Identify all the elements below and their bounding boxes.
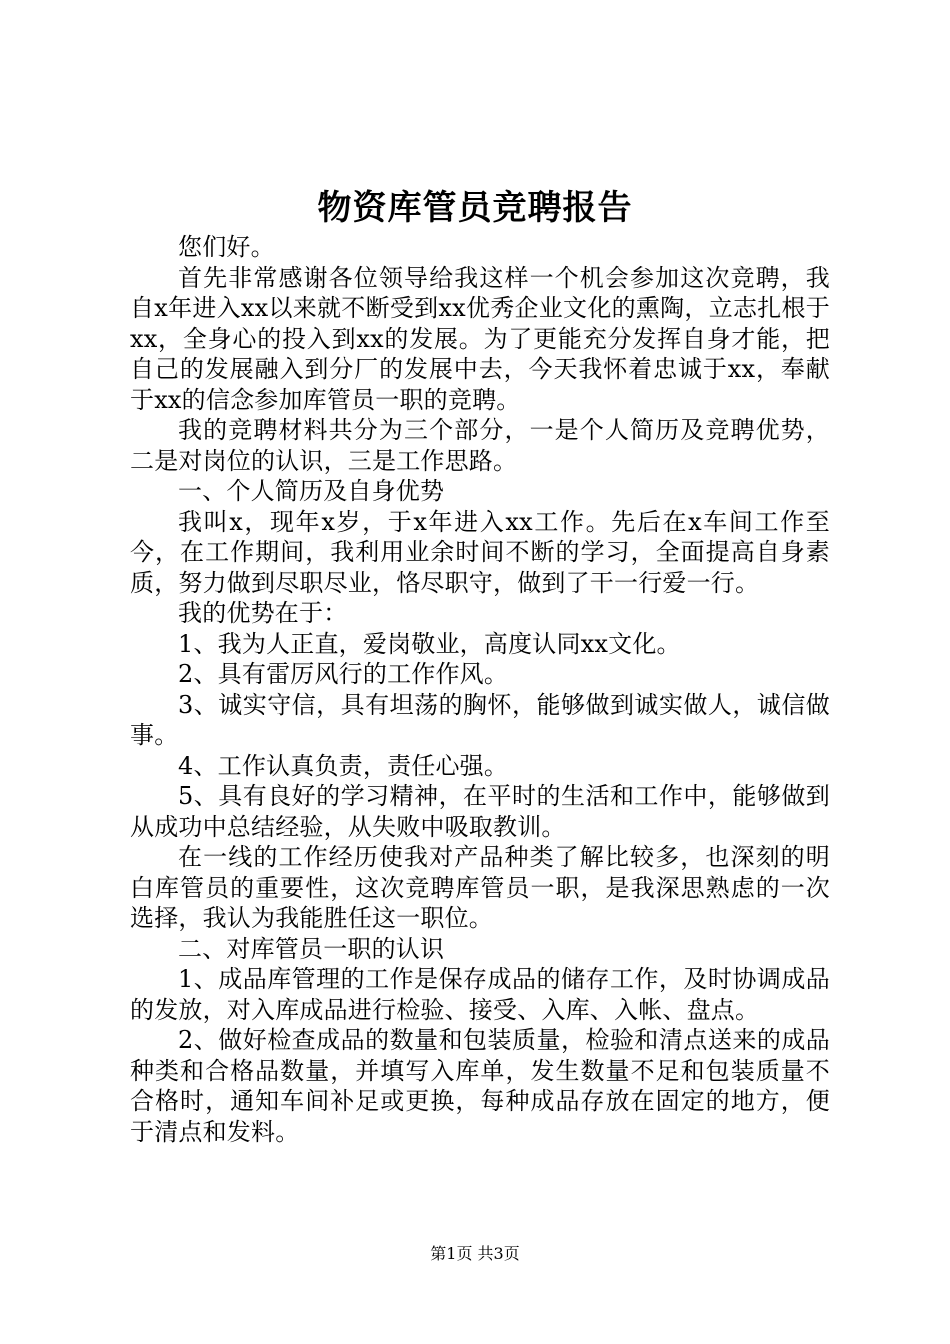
- paragraph: 我的优势在于：: [178, 599, 348, 627]
- paragraph: 您们好。: [178, 233, 275, 261]
- list-item: 3、诚实守信，具有坦荡的胸怀，能够做到诚实做人，诚信做事。: [130, 690, 830, 749]
- list-item: 4、工作认真负责，责任心强。: [178, 751, 509, 780]
- paragraph: 我的竞聘材料共分为三个部分，一是个人简历及竞聘优势，二是对岗位的认识，三是工作思路。: [130, 416, 830, 475]
- section-heading: 一、个人简历及自身优势: [178, 477, 445, 505]
- list-item: 5、具有良好的学习精神，在平时的生活和工作中，能够做到从成功中总结经验，从失败中吸取教训。: [130, 782, 830, 841]
- document-body: [130, 232, 830, 1147]
- list-item: 2、做好检查成品的数量和包装质量，检验和清点送来的成品种类和合格品数量，并填写入库单，发生数量不足和包装质量不合格时，通知车间补足或更换，每种成品存放在固定的地方，便于清点和发料。: [130, 1026, 830, 1146]
- page-footer: 第1页 共3页: [430, 1244, 520, 1263]
- list-item: 1、成品库管理的工作是保存成品的储存工作，及时协调成品的发放，对入库成品进行检验、接受、入库、入帐、盘点。: [130, 965, 830, 1024]
- paragraph: 首先非常感谢各位领导给我这样一个机会参加这次竞聘，我自x年进入xx以来就不断受到xx优秀企业文化的熏陶，立志扎根于xx，全身心的投入到xx的发展。为了更能充分发挥自身才能，把自己的发展融入到分厂的发展中去，今天我怀着忠诚于xx，奉献于xx的信念参加库管员一职的竞聘。: [130, 263, 830, 414]
- section-heading: 二、对库管员一职的认识: [178, 934, 445, 963]
- document-title: 物资库管员竞聘报告: [317, 188, 633, 228]
- paragraph: 在一线的工作经历使我对产品种类了解比较多，也深刻的明白库管员的重要性，这次竞聘库管员一职，是我深思熟虑的一次选择，我认为我能胜任这一职位。: [130, 843, 830, 932]
- paragraph: 我叫x，现年x岁，于x年进入xx工作。先后在x车间工作至今，在工作期间，我利用业余时间不断的学习，全面提高自身素质，努力做到尽职尽业，恪尽职守，做到了干一行爱一行。: [130, 507, 830, 597]
- list-item: 2、具有雷厉风行的工作作风。: [178, 660, 509, 688]
- list-item: 1、我为人正直，爱岗敬业，高度认同xx文化。: [178, 629, 681, 658]
